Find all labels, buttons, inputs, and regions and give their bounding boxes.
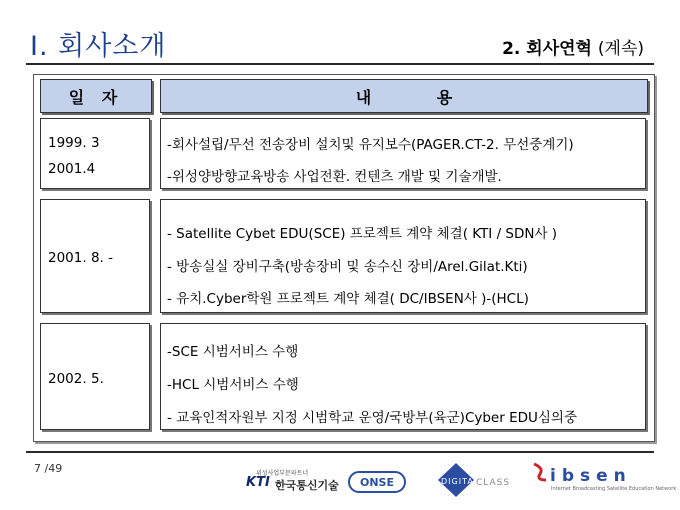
table-row-date bbox=[40, 118, 150, 189]
content-line: -HCL 시범서비스 수행 bbox=[167, 377, 299, 393]
table-row-content bbox=[160, 199, 646, 313]
table-row-date bbox=[40, 323, 150, 430]
table-row-content bbox=[160, 118, 646, 189]
content-line: -SCE 시범서비스 수행 bbox=[167, 344, 299, 360]
ibsen-logo-icon bbox=[532, 462, 548, 482]
column-header-date: 일 자 bbox=[40, 79, 152, 113]
column-header-content: 내 용 bbox=[160, 79, 648, 113]
section-subtitle bbox=[502, 34, 644, 59]
subtitle-main: 2. 회사연혁 bbox=[502, 39, 592, 59]
table-row-date bbox=[40, 199, 150, 313]
class-logo-text: CLASS bbox=[476, 478, 511, 488]
top-divider bbox=[26, 63, 654, 65]
table-row-content bbox=[160, 323, 646, 430]
bottom-divider bbox=[26, 451, 654, 453]
kti-tagline: 위성사업부문파트너 bbox=[256, 470, 309, 477]
page-title: Ⅰ. 회사소개 bbox=[30, 31, 167, 62]
onse-logo: ONSE bbox=[348, 471, 406, 493]
kti-logo: KTI bbox=[246, 475, 270, 490]
kti-korean-name: 한국통신기술 bbox=[275, 479, 339, 492]
content-line: - Satellite Cybet EDU(SCE) 프로젝트 계약 체결( KTI / SDN사 ) bbox=[167, 226, 558, 242]
content-line: - 교육인적자원부 지정 시범학교 운영/국방부(육군)Cyber EDU심의중 bbox=[167, 410, 577, 426]
ibsen-logo: ibsen bbox=[550, 466, 632, 486]
content-line: - 유치.Cyber학원 프로젝트 계약 체결( DC/IBSEN사 )-(HCL) bbox=[167, 291, 529, 307]
date-line: 2002. 5. bbox=[48, 371, 104, 387]
date-line: 1999. 3 bbox=[48, 135, 100, 151]
page-number: 7 /49 bbox=[34, 462, 63, 475]
content-line: -위성양방향교육방송 사업전환. 컨텐츠 개발 및 기술개발. bbox=[167, 169, 502, 185]
date-line: 2001. 8. - bbox=[48, 250, 113, 266]
content-line: - 방송실실 장비구축(방송장비 및 송수신 장비/Arel.Gilat.Kti) bbox=[167, 259, 528, 275]
digital-logo-text: DIGITAL bbox=[441, 477, 480, 486]
content-line: -회사설립/무선 전송장비 설치및 유지보수(PAGER.CT-2. 무선중계기) bbox=[167, 137, 574, 153]
date-line: 2001.4 bbox=[48, 161, 96, 177]
ibsen-logo-subtitle: Internet Broadcasting Satellite Education Network bbox=[551, 486, 677, 492]
subtitle-continued: (계속) bbox=[597, 39, 644, 59]
